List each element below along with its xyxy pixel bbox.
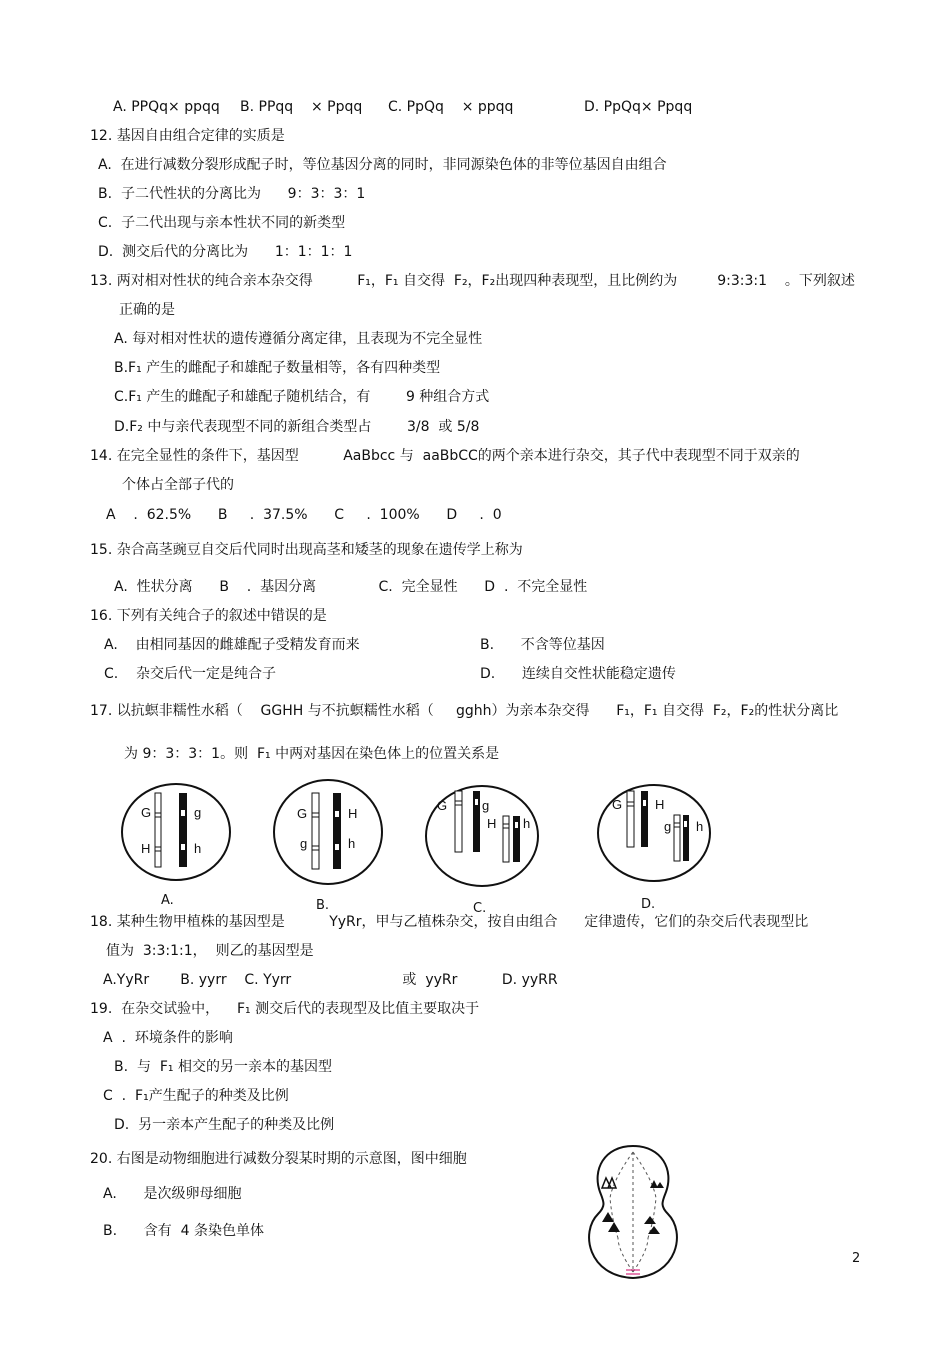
q19-option-c: C . F₁产生配子的种类及比例 xyxy=(103,1088,289,1104)
page-number: 2 xyxy=(852,1251,861,1266)
q18-stem: 18. 某种生物甲植株的基因型是 YyRr，甲与乙植株杂交，按自由组合 定律遗传，它们的杂交后代表现型比 xyxy=(90,914,809,930)
q17-d-label-G: G xyxy=(612,797,623,812)
q16-stem: 16. 下列有关纯合子的叙述中错误的是 xyxy=(90,608,327,624)
q17-c-label-h: h xyxy=(523,816,531,831)
q13-option-b: B.F₁ 产生的雌配子和雄配子数量相等，各有四种类型 xyxy=(114,360,441,376)
q12-option-d: D. 测交后代的分离比为 1：1：1：1 xyxy=(98,244,353,260)
q15-options: A. 性状分离 B . 基因分离 C. 完全显性 D . 不完全显性 xyxy=(114,579,588,595)
q13-stem: 13. 两对相对性状的纯合亲本杂交得 F₁，F₁ 自交得 F₂，F₂出现四种表现型，且比例约为 9:3:3:1 。下列叙述 xyxy=(90,273,855,289)
q17-b-label-h: h xyxy=(348,836,356,851)
q17-cell-a-diagram xyxy=(115,779,245,889)
q20-dividing-cell-diagram xyxy=(578,1140,688,1285)
q17-caption-c: C. xyxy=(473,901,487,916)
q20-option-a: A. 是次级卵母细胞 xyxy=(103,1186,242,1202)
q17-d-label-g: g xyxy=(664,819,672,834)
q11-option-a: A. PPQq× ppqq xyxy=(113,99,220,115)
q17-a-label-G: G xyxy=(141,805,152,820)
q16-option-d: D. 连续自交性状能稳定遗传 xyxy=(480,666,676,682)
q13-option-c: C.F₁ 产生的雌配子和雄配子随机结合，有 9 种组合方式 xyxy=(114,389,490,405)
q18-options: A.YyRr B. yyrr C. Yyrr 或 yyRr D. yyRR xyxy=(103,972,558,988)
q13-option-a: A. 每对相对性状的遗传遵循分离定律，且表现为不完全显性 xyxy=(114,331,483,347)
q16-option-a: A. 由相同基因的雌雄配子受精发育而来 xyxy=(104,637,360,653)
q18-stem-cont: 值为 3:3:1:1， 则乙的基因型是 xyxy=(106,943,314,959)
q11-option-c: C. PpQq × ppqq xyxy=(388,99,514,115)
q17-cell-c-diagram xyxy=(422,782,542,892)
q14-stem: 14. 在完全显性的条件下，基因型 AaBbcc 与 aaBbCC的两个亲本进行杂交，其子代中表现型不同于双亲的 xyxy=(90,448,800,464)
q17-cell-d-diagram xyxy=(594,781,714,891)
q20-stem: 20. 右图是动物细胞进行减数分裂某时期的示意图，图中细胞 xyxy=(90,1151,467,1167)
q14-options: A . 62.5% B . 37.5% C . 100% D . 0 xyxy=(106,507,502,523)
q12-option-b: B. 子二代性状的分离比为 9：3：3：1 xyxy=(98,186,366,202)
q16-option-c: C. 杂交后代一定是纯合子 xyxy=(104,666,277,682)
q17-a-label-g: g xyxy=(194,805,202,820)
q14-stem-cont: 个体占全部子代的 xyxy=(122,477,234,493)
q17-c-label-g: g xyxy=(482,798,490,813)
q17-caption-b: B. xyxy=(316,898,330,913)
q12-option-c: C. 子二代出现与亲本性状不同的新类型 xyxy=(98,215,346,231)
q20-option-b: B. 含有 4 条染色单体 xyxy=(103,1223,265,1239)
q17-a-label-H: H xyxy=(141,841,151,856)
q17-b-label-H: H xyxy=(348,806,358,821)
q17-stem: 17. 以抗螟非糯性水稻（ GGHH 与不抗螟糯性水稻（ gghh）为亲本杂交得 F₁，F₁ 自交得 F₂，F₂的性状分离比 xyxy=(90,703,839,719)
q17-a-label-h: h xyxy=(194,841,202,856)
q15-stem: 15. 杂合高茎豌豆自交后代同时出现高茎和矮茎的现象在遗传学上称为 xyxy=(90,542,523,558)
q17-b-label-G: G xyxy=(297,806,308,821)
q19-option-b: B. 与 F₁ 相交的另一亲本的基因型 xyxy=(114,1059,332,1075)
q17-cell-b-diagram xyxy=(268,776,388,896)
q17-stem-cont: 为 9：3：3：1。则 F₁ 中两对基因在染色体上的位置关系是 xyxy=(124,746,500,762)
q17-b-label-g: g xyxy=(300,836,308,851)
q17-c-label-G: G xyxy=(437,798,448,813)
q13-option-d: D.F₂ 中与亲代表现型不同的新组合类型占 3/8 或 5/8 xyxy=(114,419,480,435)
q16-option-b: B. 不含等位基因 xyxy=(480,637,605,653)
q19-option-a: A . 环境条件的影响 xyxy=(103,1030,233,1046)
q13-stem-cont: 正确的是 xyxy=(119,302,175,318)
q17-d-label-H: H xyxy=(655,797,665,812)
q17-caption-a: A. xyxy=(161,893,174,908)
q19-option-d: D. 另一亲本产生配子的种类及比例 xyxy=(114,1117,335,1133)
q11-option-d: D. PpQq× Ppqq xyxy=(584,99,693,115)
q17-c-label-H: H xyxy=(487,816,497,831)
q12-option-a: A. 在进行减数分裂形成配子时，等位基因分离的同时，非同源染色体的非等位基因自由组合 xyxy=(98,157,667,173)
q17-d-label-h: h xyxy=(696,819,704,834)
q12-stem: 12. 基因自由组合定律的实质是 xyxy=(90,128,285,144)
q19-stem: 19. 在杂交试验中， F₁ 测交后代的表现型及比值主要取决于 xyxy=(90,1001,480,1017)
q11-option-b: B. PPqq × Ppqq xyxy=(240,99,363,115)
q17-caption-d: D. xyxy=(641,897,656,912)
